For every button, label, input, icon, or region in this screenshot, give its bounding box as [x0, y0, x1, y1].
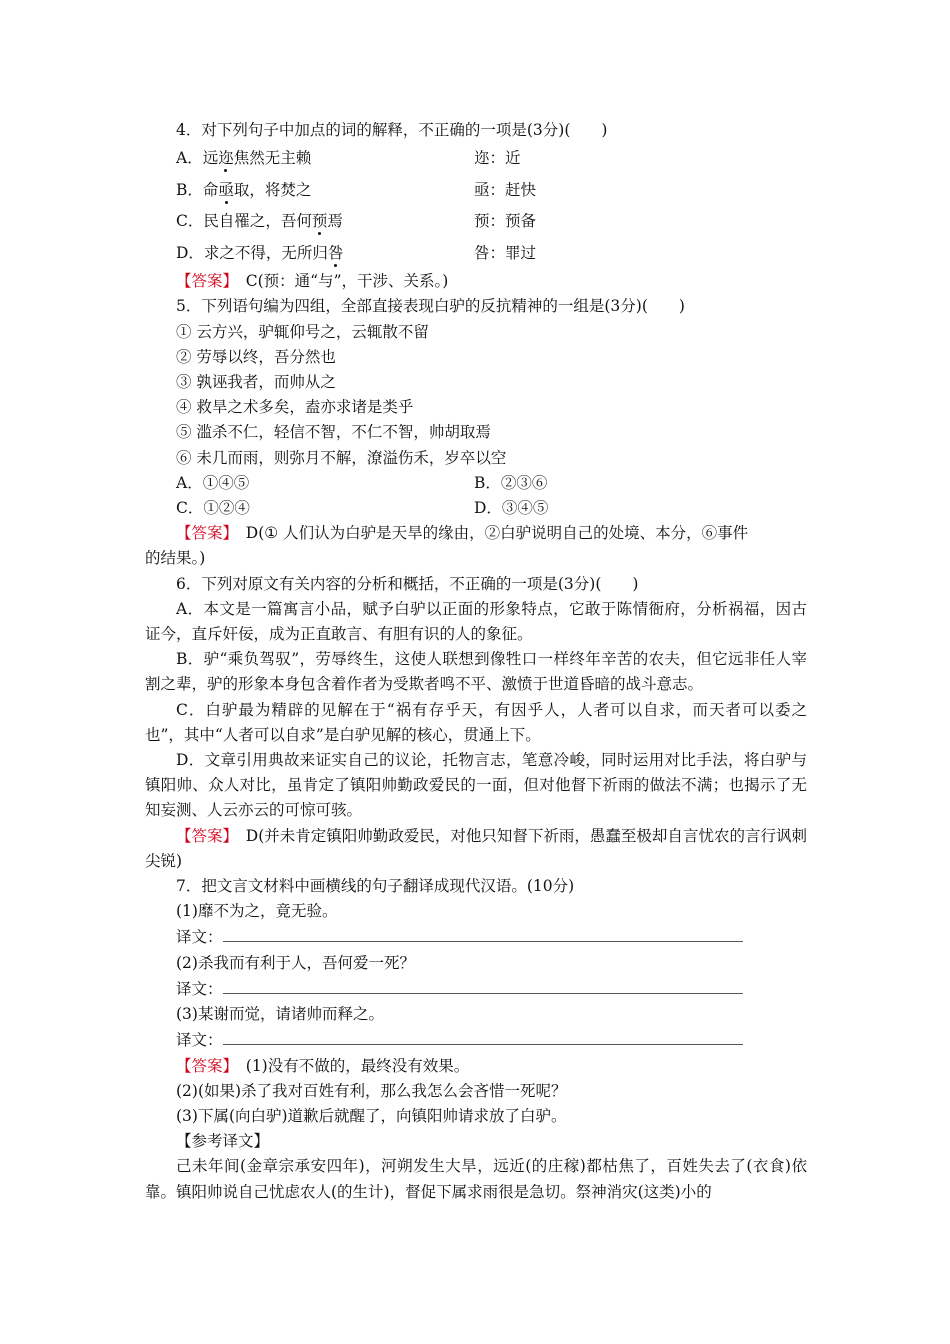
q6-stem: 6．下列对原文有关内容的分析和概括，不正确的一项是(3分)( ) [176, 574, 639, 593]
q5-option-c: C．①②④ [176, 499, 250, 518]
dotted-word: 咎 [327, 243, 344, 262]
document-page [145, 118, 807, 1205]
answer-tag: 【答案】 [176, 272, 231, 291]
q5-options-row-1 [145, 471, 807, 496]
q4-stem: 4．对下列句子中加点的词的解释，不正确的一项是(3分)( ) [176, 121, 608, 139]
q7-translation-line-3: 译文： [145, 1027, 807, 1053]
q4-explanation: 亟：赶快 [474, 180, 537, 199]
dotted-word: 亟 [218, 180, 234, 199]
answer-blank[interactable] [223, 924, 743, 942]
q4-explanation: 迩：近 [474, 149, 521, 168]
q5-answer-cont: 的结果。) [145, 549, 206, 568]
q4-explanation: 预：预备 [474, 212, 537, 231]
q7-translation-line-1: 译文： [145, 924, 807, 950]
reference-title: 【参考译文】 [176, 1132, 270, 1151]
q6-option-a: A．本文是一篇寓言小品，赋予白驴以正面的形象特点，它敢于陈情衙府，分析祸福，因古证今，直斥奸佞，成为正直敢言、有胆有识的人的象征。 [145, 599, 807, 644]
q4-answer: 【答案】 C(预：通“与”，干涉、关系。) [176, 272, 449, 291]
q7-answer: 【答案】 (1)没有不做的，最终没有效果。 [176, 1056, 470, 1075]
q6-answer: 【答案】 D(并未肯定镇阳帅勤政爱民，对他只知督下祈雨，愚蠢至极却自言忧农的言行讽刺尖锐) [145, 826, 807, 870]
reference-text: 己未年间(金章宗承安四年)，河朔发生大旱，远近(的庄稼)都枯焦了，百姓失去了(衣食)依靠。镇阳帅说自己忧虑农人(的生计)，督促下属求雨很是急切。祭神消灾(这类)小的 [145, 1157, 807, 1201]
answer-blank[interactable] [223, 1027, 743, 1045]
answer-tag: 【答案】 [176, 1056, 231, 1075]
q7-translation-line-2: 译文： [145, 976, 807, 1002]
answer-blank[interactable] [223, 976, 743, 994]
q5-item: ④ 救旱之术多矣，盍亦求诸是类乎 [176, 398, 414, 417]
answer-tag: 【答案】 [176, 826, 231, 845]
q7-answer-2: (2)(如果)杀了我对百姓有利，那么我怎么会吝惜一死呢？ [176, 1081, 567, 1100]
q4-option-a: A．远迩焦然无主赖 迩：近 [145, 143, 807, 175]
q6-option-c: C．白驴最为精辟的见解在于“祸有存乎天，有因乎人，人者可以自求，而天者可以委之也”，其中“人者可以自求”是白驴见解的核心，贯通上下。 [145, 700, 807, 744]
answer-tag: 【答案】 [176, 524, 231, 543]
q5-option-b: B．②③⑥ [474, 473, 548, 492]
q5-options-row-2 [145, 496, 807, 521]
q5-item: ② 劳辱以终，吾分然也 [176, 347, 336, 366]
dotted-word: 预 [311, 212, 328, 231]
q5-option-a: A．①④⑤ [176, 473, 250, 492]
q5-stem: 5．下列语句编为四组，全部直接表现白驴的反抗精神的一组是(3分)( ) [176, 297, 685, 316]
q5-answer: 【答案】 D(① 人们认为白驴是天旱的缘由，②白驴说明自己的处境、本分，⑥事件 [176, 524, 749, 543]
q4-option-d: D．求之不得，无所归咎 咎：罪过 [145, 238, 807, 270]
q5-item: ③ 孰诬我者，而帅从之 [176, 373, 336, 392]
q7-sentence-1: (1)靡不为之，竟无验。 [176, 902, 338, 921]
q6-option-d: D．文章引用典故来证实自己的议论，托物言志，笔意冷峻，同时运用对比手法，将白驴与镇阳帅、众人对比，虽肯定了镇阳帅勤政爱民的一面，但对他督下祈雨的做法不满；也揭示了无知妄测、人云亦云的可惊可骇。 [145, 751, 807, 820]
q5-item: ⑥ 未几而雨，则弥月不解，潦溢伤禾，岁卒以空 [176, 448, 507, 467]
q4-option-c: C．民自罹之，吾何预焉 预：预备 [145, 206, 807, 238]
q7-answer-3: (3)下属(向白驴)道歉后就醒了，向镇阳帅请求放了白驴。 [176, 1106, 567, 1125]
q7-sentence-3: (3)某谢而觉，请诸帅而释之。 [176, 1005, 384, 1024]
q7-sentence-2: (2)杀我而有利于人，吾何爱一死？ [176, 953, 415, 972]
q5-item: ⑤ 滥杀不仁，轻信不智，不仁不智，帅胡取焉 [176, 423, 491, 442]
q6-option-b: B．驴“乘负驾驭”，劳辱终生，这使人联想到像牲口一样终年辛苦的农夫，但它远非任人宰割之辈，驴的形象本身包含着作者为受欺者鸣不平、激愤于世道昏暗的战斗意志。 [145, 650, 807, 694]
dotted-word: 迩 [218, 149, 234, 168]
q4-option-b: B．命亟取，将焚之 亟：赶快 [145, 175, 807, 207]
q4-explanation: 咎：罪过 [474, 243, 537, 262]
q7-stem: 7．把文言文材料中画横线的句子翻译成现代汉语。(10分) [176, 877, 575, 896]
q5-item: ① 云方兴，驴辄仰号之，云辄散不留 [176, 322, 429, 341]
q5-option-d: D．③④⑤ [474, 499, 549, 518]
